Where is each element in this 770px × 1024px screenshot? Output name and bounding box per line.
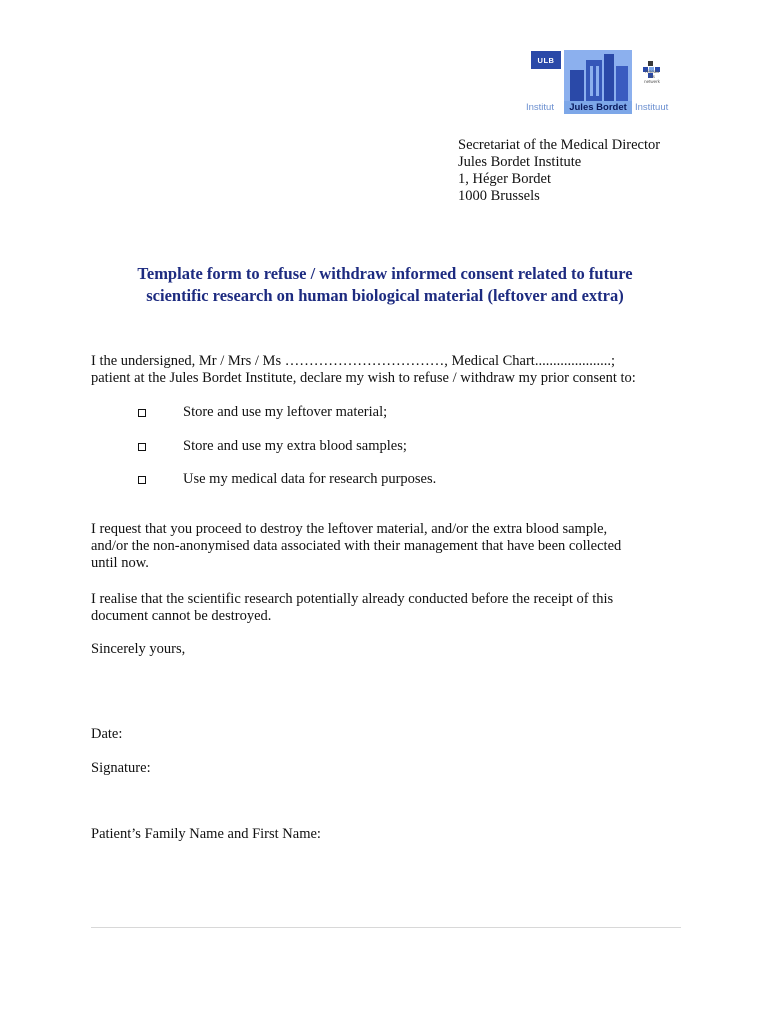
option-label: Store and use my extra blood samples; xyxy=(183,438,407,454)
intro-paragraph xyxy=(91,353,636,387)
address-line: Secretariat of the Medical Director xyxy=(458,137,661,153)
patient-name-label: Patient’s Family Name and First Name: xyxy=(91,826,321,842)
checkbox[interactable] xyxy=(138,443,146,451)
reseau-iris-label xyxy=(637,69,667,84)
signature-label: Signature: xyxy=(91,760,151,776)
date-label: Date: xyxy=(91,726,123,742)
intro-line: patient at the Jules Bordet Institute, declare my wish to refuse / withdraw my prior consent to: xyxy=(91,370,636,386)
footer-divider xyxy=(91,927,681,928)
realise-line: I realise that the scientific research potentially already conducted before the receipt of this xyxy=(91,591,614,607)
option-label: Store and use my leftover material; xyxy=(183,404,388,420)
building-icon xyxy=(564,50,632,102)
checkbox[interactable] xyxy=(138,409,146,417)
address-line: 1000 Brussels xyxy=(458,188,540,204)
reseau-line: iris xyxy=(649,74,655,79)
address-line: Jules Bordet Institute xyxy=(458,154,582,170)
option-label: Use my medical data for research purposes. xyxy=(183,471,437,487)
logo-middle-text: Jules Bordet xyxy=(564,101,632,114)
address-line: 1, Héger Bordet xyxy=(458,171,552,187)
realise-paragraph xyxy=(91,591,613,625)
request-line: until now. xyxy=(91,555,149,571)
request-paragraph xyxy=(91,521,621,572)
institute-logo xyxy=(523,47,681,117)
checkbox[interactable] xyxy=(138,476,146,484)
realise-line: document cannot be destroyed. xyxy=(91,608,272,624)
ulb-logo: ULB xyxy=(531,51,561,69)
intro-line: I the undersigned, Mr / Mrs / Ms ……………………………, Medical Chart.....................; xyxy=(91,353,615,369)
form-title xyxy=(60,263,710,307)
logo-right-text: Instituut xyxy=(635,102,669,113)
reseau-line: réseau xyxy=(645,69,659,74)
reseau-line: netwerk xyxy=(644,79,660,84)
request-line: and/or the non-anonymised data associated with their management that have been collected xyxy=(91,538,622,554)
title-line: scientific research on human biological material (leftover and extra) xyxy=(146,286,624,305)
logo-caption xyxy=(523,101,681,114)
recipient-address xyxy=(458,137,660,205)
closing-text: Sincerely yours, xyxy=(91,641,186,657)
request-line: I request that you proceed to destroy the leftover material, and/or the extra blood sample, xyxy=(91,521,608,537)
title-line: Template form to refuse / withdraw informed consent related to future xyxy=(137,264,633,283)
logo-left-text: Institut xyxy=(526,102,554,113)
